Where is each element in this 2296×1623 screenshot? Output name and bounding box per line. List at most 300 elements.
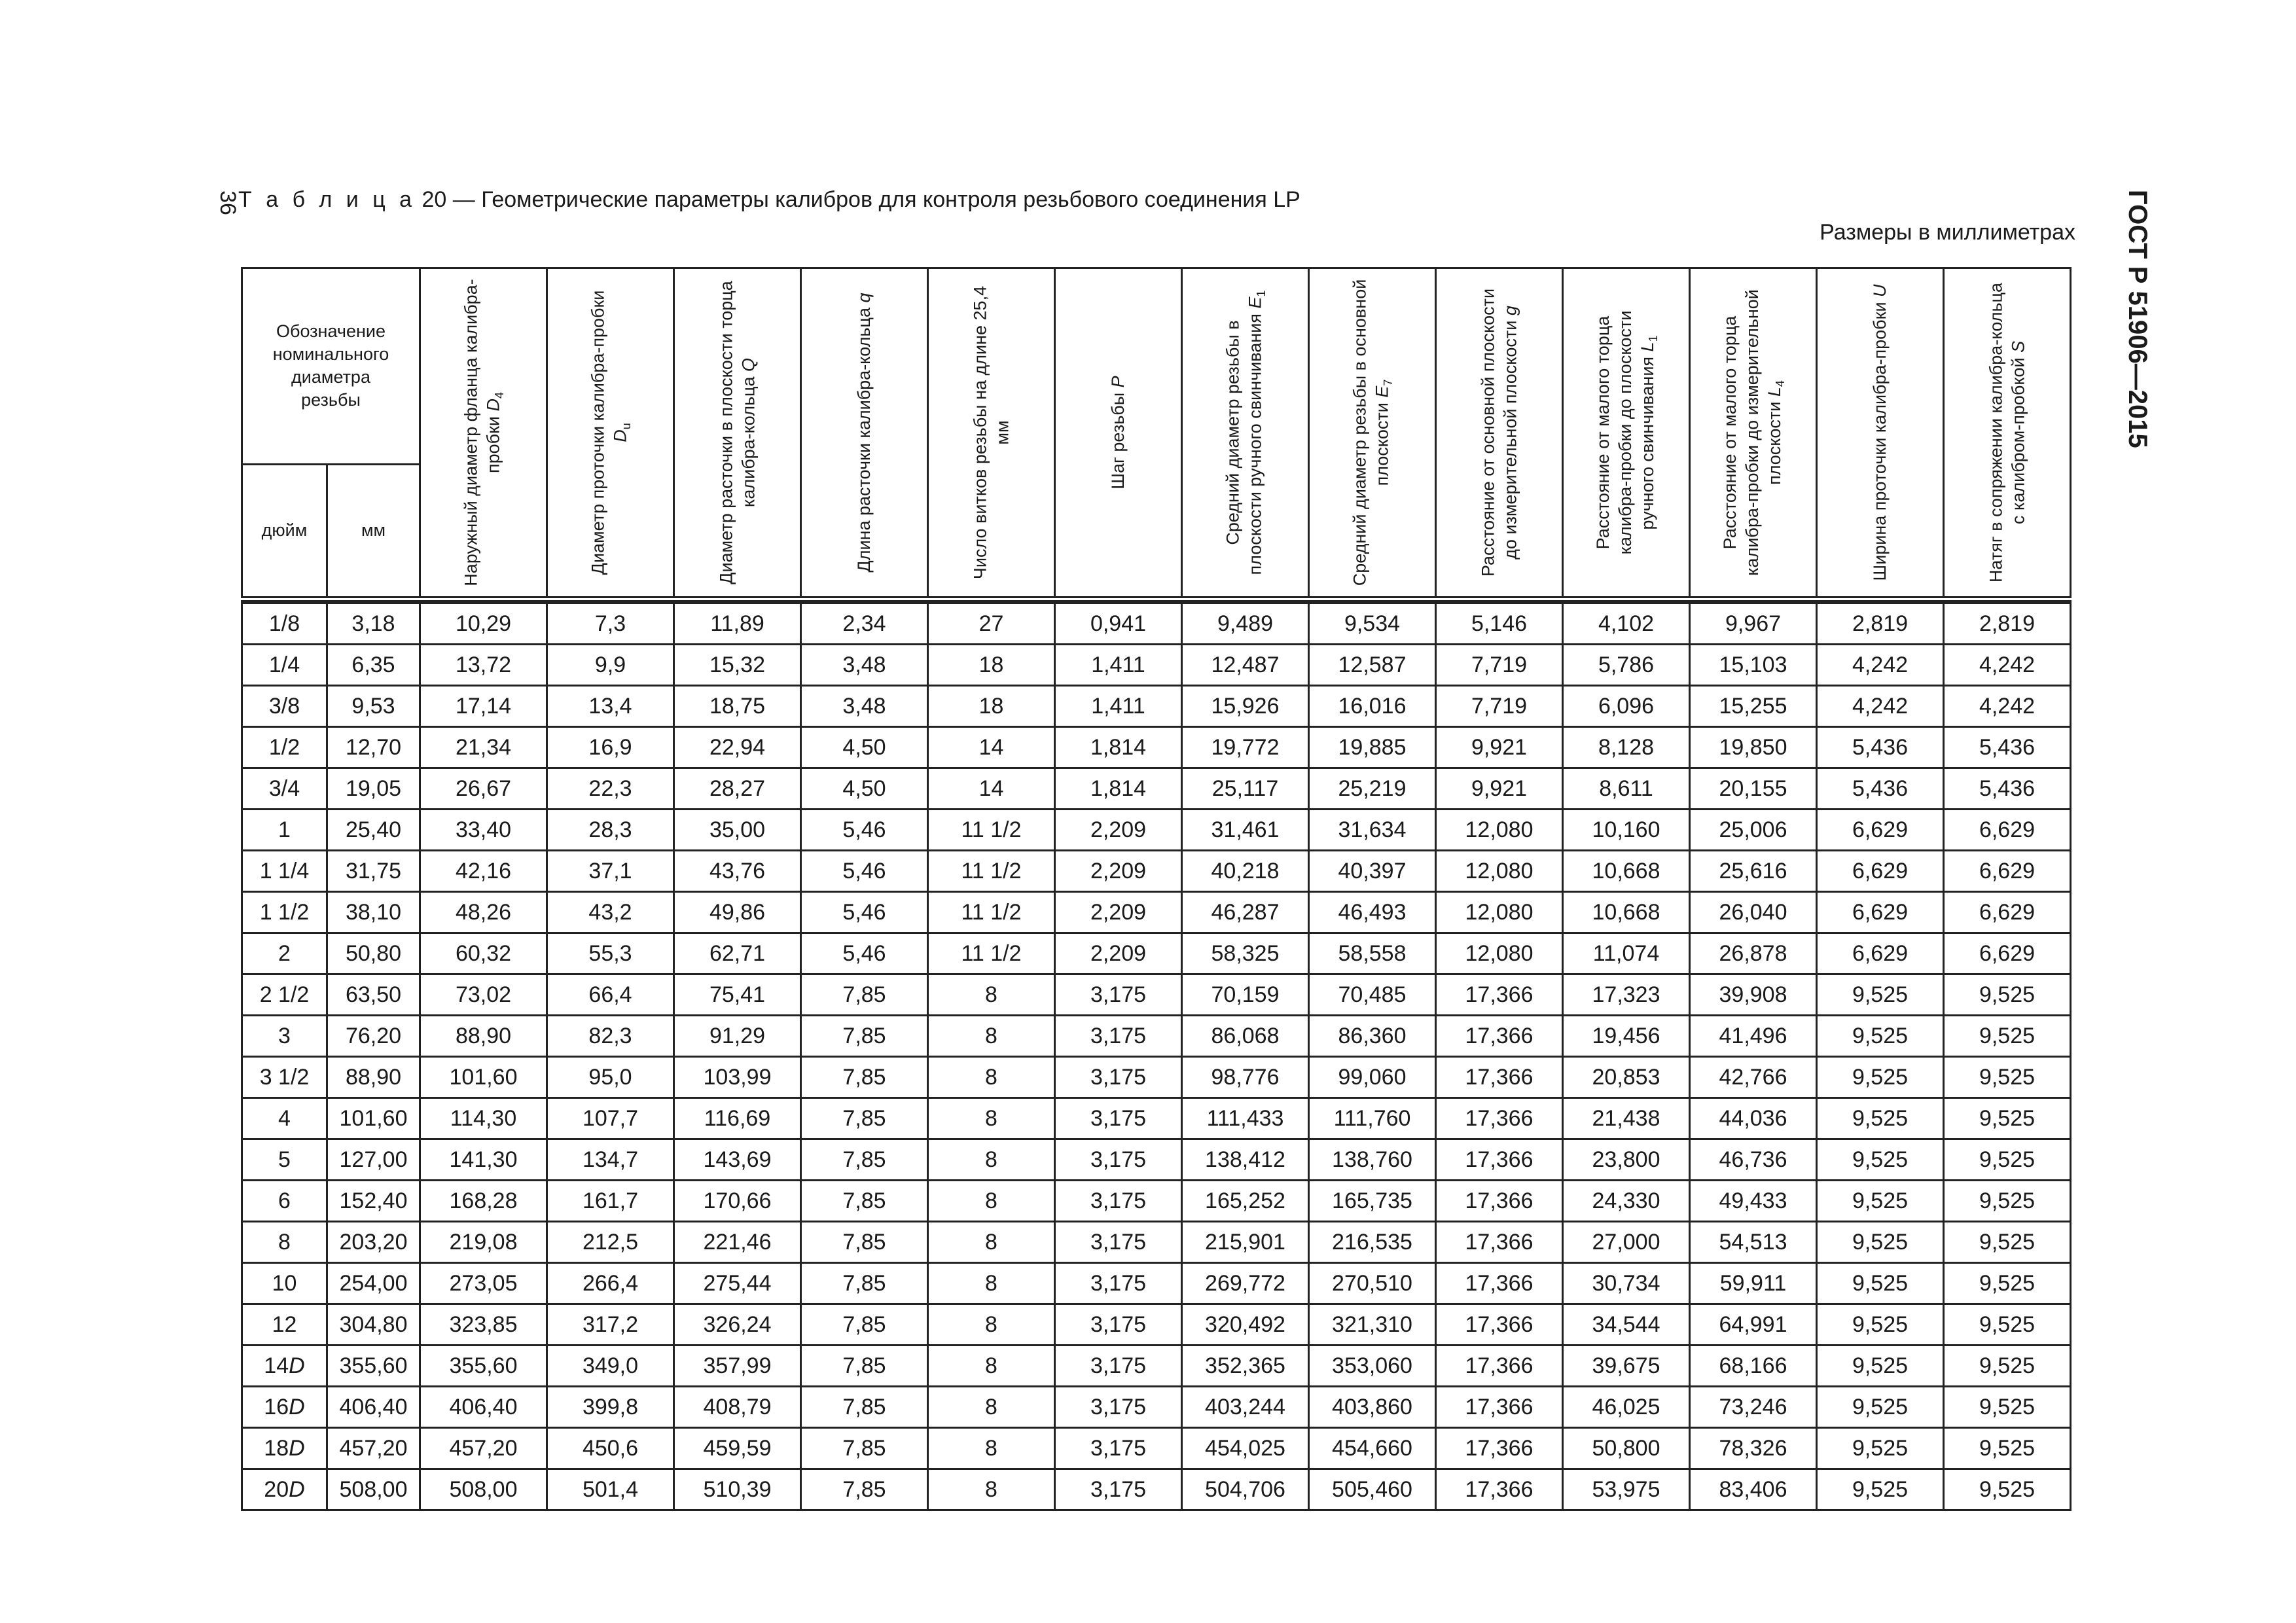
table-cell: 203,20 [327, 1222, 420, 1263]
table-cell: 5,436 [1817, 727, 1944, 768]
column-header-label: Диаметр проточки калибра-пробки [588, 290, 608, 575]
table-cell: 25,219 [1309, 768, 1436, 810]
table-cell: 16,016 [1309, 686, 1436, 727]
table-cell: 457,20 [327, 1428, 420, 1469]
table-cell: 101,60 [420, 1057, 547, 1098]
table-cell: 510,39 [674, 1469, 801, 1510]
table-cell: 39,675 [1563, 1346, 1690, 1387]
table-cell: 1,814 [1055, 727, 1182, 768]
table-cell: 8,611 [1563, 768, 1690, 810]
table-cell: 9,921 [1436, 727, 1563, 768]
table-cell: 9,967 [1690, 603, 1817, 645]
table-cell: 30,734 [1563, 1263, 1690, 1304]
column-header-subscript: 4 [492, 391, 506, 399]
table-body [242, 599, 2071, 1510]
column-header-text [969, 279, 1014, 586]
column-header-subscript: 7 [1381, 379, 1395, 386]
table-cell: 26,878 [1690, 933, 1817, 974]
table-cell: 9,525 [1817, 974, 1944, 1016]
table-cell: 450,6 [547, 1428, 674, 1469]
table-cell: 95,0 [547, 1057, 674, 1098]
table-cell: 3,175 [1055, 1346, 1182, 1387]
table-cell: 6,629 [1944, 810, 2071, 851]
table-cell: 326,24 [674, 1304, 801, 1346]
table-cell: 0,941 [1055, 603, 1182, 645]
table-cell: 138,760 [1309, 1139, 1436, 1181]
table-row [242, 1304, 2071, 1346]
table-cell: 54,513 [1690, 1222, 1817, 1263]
table-cell: 19,885 [1309, 727, 1436, 768]
table-cell: 5,46 [801, 810, 928, 851]
table-cell: 5 [242, 1139, 327, 1181]
table-cell: 266,4 [547, 1263, 674, 1304]
table-cell: 5,46 [801, 892, 928, 933]
table-cell: 508,00 [327, 1469, 420, 1510]
table-cell: 9,921 [1436, 768, 1563, 810]
table-row [242, 1346, 2071, 1387]
column-header-text [1349, 279, 1395, 586]
table-cell: 454,025 [1182, 1428, 1309, 1469]
table-cell: 138,412 [1182, 1139, 1309, 1181]
column-header-symbol: q [853, 293, 874, 303]
table-cell: 505,460 [1309, 1469, 1436, 1510]
table-cell: 269,772 [1182, 1263, 1309, 1304]
column-header [547, 268, 674, 599]
column-header-label: Средний диаметр резьбы в плоскости ручного свинчивания [1223, 313, 1265, 575]
table-cell: 11,074 [1563, 933, 1690, 974]
column-header-label: Расстояние от малого торца калибра-пробки до измерительной плоскости [1719, 289, 1784, 576]
table-cell: 7,85 [801, 1263, 928, 1304]
table-cell: 4,102 [1563, 603, 1690, 645]
table-cell: 9,525 [1817, 1387, 1944, 1428]
table-cell: 165,735 [1309, 1181, 1436, 1222]
table-cell: 46,025 [1563, 1387, 1690, 1428]
table-cell: 9,525 [1944, 1139, 2071, 1181]
table-cell: 31,461 [1182, 810, 1309, 851]
table-cell: 4 [242, 1098, 327, 1139]
table-cell: 219,08 [420, 1222, 547, 1263]
table-cell: 273,05 [420, 1263, 547, 1304]
table-row [242, 1469, 2071, 1510]
column-header [1055, 268, 1182, 599]
designation-suffix: D [289, 1476, 305, 1502]
table-cell: 44,036 [1690, 1098, 1817, 1139]
table-cell: 5,436 [1817, 768, 1944, 810]
table-cell: 4,242 [1944, 686, 2071, 727]
table-cell: 19,05 [327, 768, 420, 810]
table-cell: 46,493 [1309, 892, 1436, 933]
table-cell: 25,40 [327, 810, 420, 851]
table-cell: 116,69 [674, 1098, 801, 1139]
table-cell: 9,525 [1944, 974, 2071, 1016]
column-header-subscript: 4 [1773, 380, 1787, 387]
table-cell: 35,00 [674, 810, 801, 851]
table-row [242, 851, 2071, 892]
table-cell: 9,525 [1944, 1387, 2071, 1428]
table-cell: 2,209 [1055, 933, 1182, 974]
table-cell: 7,85 [801, 1098, 928, 1139]
table-cell: 2,209 [1055, 892, 1182, 933]
table-cell: 99,060 [1309, 1057, 1436, 1098]
column-header-text [460, 279, 507, 586]
table-cell: 41,496 [1690, 1016, 1817, 1057]
table-cell: 1,411 [1055, 645, 1182, 686]
table-cell: 3,175 [1055, 1428, 1182, 1469]
table-row [242, 645, 2071, 686]
column-header-symbol: Q [738, 357, 758, 372]
table-cell: 3,175 [1055, 1263, 1182, 1304]
column-header-symbol: $D_u$ [609, 423, 633, 442]
table-cell: 8,128 [1563, 727, 1690, 768]
table-cell: 16,9 [547, 727, 674, 768]
table-cell: 9,525 [1817, 1469, 1944, 1510]
column-header-text [1477, 279, 1522, 586]
table-cell: 3,175 [1055, 1057, 1182, 1098]
table-cell: 49,433 [1690, 1181, 1817, 1222]
table-cell: 9,53 [327, 686, 420, 727]
table-cell: 15,255 [1690, 686, 1817, 727]
table-cell: 31,634 [1309, 810, 1436, 851]
column-header-text [853, 279, 876, 586]
table-cell: 17,14 [420, 686, 547, 727]
table-cell: 454,660 [1309, 1428, 1436, 1469]
table-cell: 98,776 [1182, 1057, 1309, 1098]
table-cell: 9,525 [1817, 1263, 1944, 1304]
column-header-text [1985, 279, 2030, 586]
column-header-label: Расстояние от основной плоскости до измерительной плоскости [1477, 288, 1520, 577]
table-cell: 17,366 [1436, 1057, 1563, 1098]
table-cell: 10,668 [1563, 851, 1690, 892]
table-cell: 18,75 [674, 686, 801, 727]
table-cell: 141,30 [420, 1139, 547, 1181]
table-cell: 103,99 [674, 1057, 801, 1098]
table-cell: 9,525 [1944, 1181, 2071, 1222]
column-header-text [1222, 279, 1268, 586]
table-cell: 18 [928, 645, 1055, 686]
table-cell: 7,3 [547, 603, 674, 645]
table-cell: 33,40 [420, 810, 547, 851]
column-header-text [587, 279, 634, 586]
document-code: ГОСТ Р 51906—2015 [2123, 190, 2152, 448]
table-cell: 7,85 [801, 1304, 928, 1346]
table-cell: 26,67 [420, 768, 547, 810]
table-cell: 101,60 [327, 1098, 420, 1139]
table-cell: 70,159 [1182, 974, 1309, 1016]
table-cell: 7,85 [801, 1016, 928, 1057]
table-row [242, 810, 2071, 851]
table-cell: 40,397 [1309, 851, 1436, 892]
table-cell: 13,4 [547, 686, 674, 727]
table-cell: 3,175 [1055, 1016, 1182, 1057]
column-header-subscript: 1 [1254, 290, 1268, 297]
table-cell: 15,926 [1182, 686, 1309, 727]
table-cell: 75,41 [674, 974, 801, 1016]
table-cell: 127,00 [327, 1139, 420, 1181]
table-cell: 2,209 [1055, 851, 1182, 892]
designation-label: Обозначение номинального диаметра резьбы [272, 321, 389, 410]
column-header-text [1107, 279, 1130, 586]
table-cell: 4,50 [801, 727, 928, 768]
table-cell: 46,287 [1182, 892, 1309, 933]
table-cell: 86,360 [1309, 1016, 1436, 1057]
table-cell: 10,668 [1563, 892, 1690, 933]
table-cell: 22,3 [547, 768, 674, 810]
column-header [1563, 268, 1690, 599]
table-cell: 111,760 [1309, 1098, 1436, 1139]
table-cell: 73,02 [420, 974, 547, 1016]
table-cell: 43,2 [547, 892, 674, 933]
table-cell: 2 1/2 [242, 974, 327, 1016]
column-header-symbol: $D_4$ [482, 391, 506, 412]
table-cell: 17,366 [1436, 1346, 1563, 1387]
table-cell: 355,60 [420, 1346, 547, 1387]
table-cell: 43,76 [674, 851, 801, 892]
table-cell: 8 [928, 974, 1055, 1016]
table-cell: 6,096 [1563, 686, 1690, 727]
table-cell: 3,175 [1055, 1139, 1182, 1181]
table-cell: 6,629 [1817, 810, 1944, 851]
table-cell: 64,991 [1690, 1304, 1817, 1346]
table-cell: 20,853 [1563, 1057, 1690, 1098]
table-cell: 28,27 [674, 768, 801, 810]
table-cell: 9,9 [547, 645, 674, 686]
table-cell: 23,800 [1563, 1139, 1690, 1181]
table-cell: 1/8 [242, 603, 327, 645]
table-cell: 11 1/2 [928, 810, 1055, 851]
table-cell: 134,7 [547, 1139, 674, 1181]
column-header [1690, 268, 1817, 599]
table-cell: 406,40 [327, 1387, 420, 1428]
page-number: 36 [215, 190, 240, 215]
table-cell: 1 [242, 810, 327, 851]
table-cell: 3 [242, 1016, 327, 1057]
table-cell: 17,366 [1436, 1387, 1563, 1428]
table-cell: 1 1/2 [242, 892, 327, 933]
table-cell: 2,209 [1055, 810, 1182, 851]
table-cell: 11 1/2 [928, 892, 1055, 933]
table-cell: 19,772 [1182, 727, 1309, 768]
table-cell: 50,800 [1563, 1428, 1690, 1469]
table-cell: 10,29 [420, 603, 547, 645]
table-cell: 215,901 [1182, 1222, 1309, 1263]
table-cell: 21,34 [420, 727, 547, 768]
table-cell: 12,70 [327, 727, 420, 768]
table-cell: 408,79 [674, 1387, 801, 1428]
table-cell: 221,46 [674, 1222, 801, 1263]
column-header-label: Средний диаметр резьбы в основной плоскости [1350, 279, 1391, 586]
table-cell: 501,4 [547, 1469, 674, 1510]
table-cell: 143,69 [674, 1139, 801, 1181]
mm-header: мм [327, 464, 420, 599]
table-cell: 39,908 [1690, 974, 1817, 1016]
column-header-symbol: $E_1$ [1244, 290, 1268, 309]
table-cell: 8 [928, 1428, 1055, 1469]
table-cell: 7,85 [801, 1428, 928, 1469]
column-header [1944, 268, 2071, 599]
table-cell: 3,18 [327, 603, 420, 645]
table-cell: 161,7 [547, 1181, 674, 1222]
table-row [242, 768, 2071, 810]
inch-header: дюйм [242, 464, 327, 599]
table-cell: 27 [928, 603, 1055, 645]
table-cell: 11 1/2 [928, 933, 1055, 974]
table-cell: 12 [242, 1304, 327, 1346]
parameters-table [241, 267, 2072, 1511]
table-cell: 19,456 [1563, 1016, 1690, 1057]
designation-suffix: D [289, 1394, 305, 1419]
table-cell: 114,30 [420, 1098, 547, 1139]
table-cell: 5,46 [801, 933, 928, 974]
table-cell: 14 [928, 727, 1055, 768]
column-header-label: Диаметр расточки в плоскости торца калибра-кольца [715, 281, 758, 584]
table-cell: 3,175 [1055, 1304, 1182, 1346]
table-cell: 42,766 [1690, 1057, 1817, 1098]
column-header [928, 268, 1055, 599]
table-cell: 3,175 [1055, 1181, 1182, 1222]
table-cell: 9,525 [1944, 1304, 2071, 1346]
column-header-subscript: u [619, 423, 633, 430]
table-cell: 9,525 [1944, 1057, 2071, 1098]
table-cell: 17,366 [1436, 1181, 1563, 1222]
table-cell: 4,242 [1944, 645, 2071, 686]
table-cell: 9,525 [1944, 1428, 2071, 1469]
table-cell: 9,525 [1817, 1346, 1944, 1387]
table-cell: 111,433 [1182, 1098, 1309, 1139]
table-cell: 323,85 [420, 1304, 547, 1346]
table-cell: 17,366 [1436, 1222, 1563, 1263]
table-cell: 9,534 [1309, 603, 1436, 645]
table-cell: 76,20 [327, 1016, 420, 1057]
table-cell: 17,366 [1436, 1304, 1563, 1346]
table-cell: 7,719 [1436, 686, 1563, 727]
table-cell: 165,252 [1182, 1181, 1309, 1222]
table-cell: 20,155 [1690, 768, 1817, 810]
column-header [674, 268, 801, 599]
table-cell: 62,71 [674, 933, 801, 974]
table-cell: 17,366 [1436, 974, 1563, 1016]
table-cell: 15,103 [1690, 645, 1817, 686]
table-cell: 55,3 [547, 933, 674, 974]
table-row [242, 1181, 2071, 1222]
column-header-label: Шаг резьбы [1107, 392, 1128, 490]
table-cell: 6,629 [1944, 851, 2071, 892]
table-cell: 60,32 [420, 933, 547, 974]
table-cell: 254,00 [327, 1263, 420, 1304]
table-cell: 46,736 [1690, 1139, 1817, 1181]
table-cell: 7,85 [801, 1387, 928, 1428]
table-row [242, 974, 2071, 1016]
table-cell: 8 [928, 1139, 1055, 1181]
table-cell: 399,8 [547, 1387, 674, 1428]
table-cell: 403,244 [1182, 1387, 1309, 1428]
column-header [1309, 268, 1436, 599]
table-cell: 504,706 [1182, 1469, 1309, 1510]
table-cell: 24,330 [1563, 1181, 1690, 1222]
table-cell: 88,90 [327, 1057, 420, 1098]
table-cell: 8 [928, 1057, 1055, 1098]
table-cell: 9,525 [1944, 1222, 2071, 1263]
table-cell: 6,629 [1817, 892, 1944, 933]
table-cell: 48,26 [420, 892, 547, 933]
table-cell: 50,80 [327, 933, 420, 974]
table-cell: 320,492 [1182, 1304, 1309, 1346]
table-cell: 1/2 [242, 727, 327, 768]
table-cell: 357,99 [674, 1346, 801, 1387]
table-cell: 9,525 [1817, 1181, 1944, 1222]
table-cell: 508,00 [420, 1469, 547, 1510]
table-cell: 170,66 [674, 1181, 801, 1222]
table-cell: 14 [928, 768, 1055, 810]
table-cell: 457,20 [420, 1428, 547, 1469]
table-cell: 6,35 [327, 645, 420, 686]
table-cell: 17,366 [1436, 1469, 1563, 1510]
table-cell: 37,1 [547, 851, 674, 892]
table-cell: 3,175 [1055, 1098, 1182, 1139]
table-cell: 10 [242, 1263, 327, 1304]
column-header-symbol: $L_4$ [1763, 380, 1787, 397]
table-cell: 403,860 [1309, 1387, 1436, 1428]
table-cell: 7,85 [801, 1139, 928, 1181]
table-row [242, 603, 2071, 645]
table-cell: 6,629 [1944, 933, 2071, 974]
column-header [1817, 268, 1944, 599]
table-cell: 17,366 [1436, 1098, 1563, 1139]
table-cell: 9,525 [1944, 1098, 2071, 1139]
table-cell: 8 [928, 1469, 1055, 1510]
table-cell: 59,911 [1690, 1263, 1817, 1304]
table-row [242, 892, 2071, 933]
column-header-label: Расстояние от малого торца калибра-пробки до плоскости ручного свинчивания [1592, 310, 1657, 555]
table-row [242, 1222, 2071, 1263]
table-cell: 42,16 [420, 851, 547, 892]
table-cell: 68,166 [1690, 1346, 1817, 1387]
table-cell: 8 [928, 1304, 1055, 1346]
column-header-text [1592, 279, 1660, 586]
table-cell: 353,060 [1309, 1346, 1436, 1387]
table-cell: 11,89 [674, 603, 801, 645]
table-cell: 9,525 [1944, 1263, 2071, 1304]
table-cell: 21,438 [1563, 1098, 1690, 1139]
table-cell: 6,629 [1944, 892, 2071, 933]
table-cell: 73,246 [1690, 1387, 1817, 1428]
table-cell: 9,525 [1944, 1469, 2071, 1510]
table-cell: 3,175 [1055, 1222, 1182, 1263]
table-cell: 7,85 [801, 1222, 928, 1263]
table-row [242, 1139, 2071, 1181]
table-cell: 349,0 [547, 1346, 674, 1387]
table-cell: 11 1/2 [928, 851, 1055, 892]
column-header-label: Длина расточки калибра-кольца [853, 307, 874, 573]
table-row [242, 1016, 2071, 1057]
table-cell: 9,525 [1817, 1428, 1944, 1469]
table-cell: 14D [242, 1346, 327, 1387]
designation-suffix: D [289, 1353, 305, 1378]
table-cell: 304,80 [327, 1304, 420, 1346]
table-cell: 49,86 [674, 892, 801, 933]
table-cell: 17,366 [1436, 1016, 1563, 1057]
table-cell: 6 [242, 1181, 327, 1222]
table-cell: 3,175 [1055, 1469, 1182, 1510]
table-cell: 7,85 [801, 974, 928, 1016]
column-header-text [715, 279, 760, 586]
table-cell: 70,485 [1309, 974, 1436, 1016]
table-cell: 7,85 [801, 1346, 928, 1387]
column-header-symbol: $E_7$ [1371, 379, 1395, 398]
table-cell: 212,5 [547, 1222, 674, 1263]
table-cell: 7,85 [801, 1181, 928, 1222]
table-cell: 1 1/4 [242, 851, 327, 892]
table-cell: 17,366 [1436, 1263, 1563, 1304]
